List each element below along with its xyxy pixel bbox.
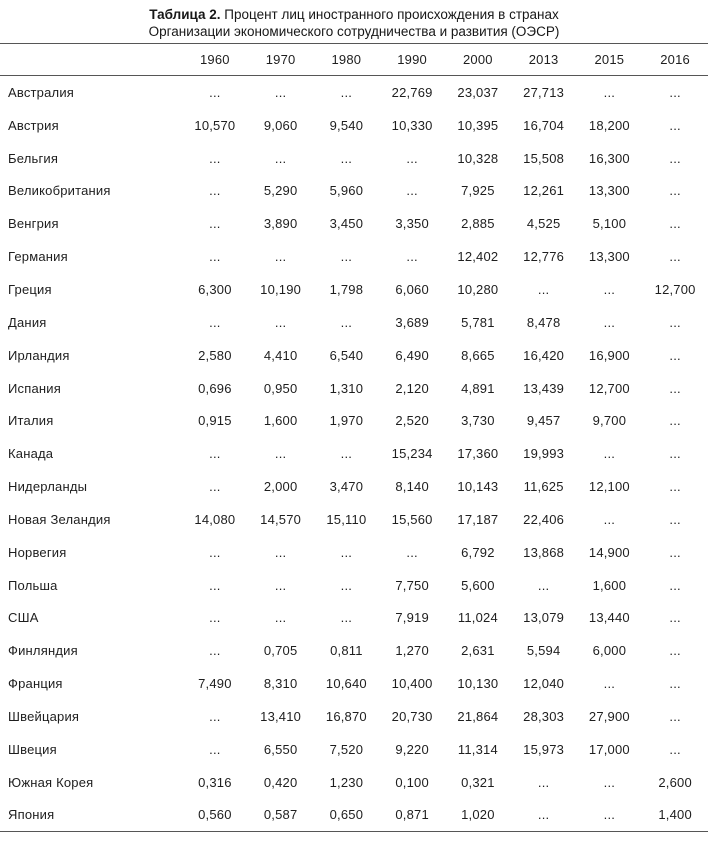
- value-cell: 10,328: [457, 150, 499, 166]
- value-cell: 27,900: [588, 708, 630, 724]
- table-title-label: Таблица 2.: [149, 7, 221, 22]
- value-cell: 9,060: [263, 117, 298, 133]
- value-cell: ...: [669, 479, 681, 495]
- value-cell: 15,110: [326, 511, 367, 527]
- value-cell: 12,700: [588, 380, 630, 396]
- value-cell: 18,200: [588, 117, 630, 133]
- value-cell: 0,696: [198, 380, 232, 396]
- table-row: [0, 503, 708, 536]
- table-row: [0, 175, 708, 208]
- table-row: [0, 700, 708, 733]
- value-cell: 12,100: [588, 479, 630, 495]
- value-cell: 16,704: [523, 117, 565, 133]
- value-cell: 27,713: [523, 84, 565, 100]
- value-cell: 12,040: [523, 676, 565, 692]
- value-cell: 13,300: [588, 183, 630, 199]
- table-row: [0, 536, 708, 569]
- value-cell: 1,020: [445, 799, 511, 832]
- table-row: [0, 306, 708, 339]
- value-cell: 0,950: [263, 380, 298, 396]
- value-cell: 1,230: [329, 774, 364, 790]
- value-cell: ...: [274, 150, 287, 166]
- country-cell: Канада: [8, 446, 54, 462]
- value-cell: 6,490: [395, 347, 429, 363]
- country-cell: Германия: [8, 249, 68, 265]
- year-header-row: [0, 44, 708, 76]
- value-cell: 7,750: [395, 577, 429, 593]
- value-cell: ...: [340, 577, 353, 593]
- value-cell: 0,871: [379, 799, 445, 832]
- value-cell: ...: [340, 446, 353, 462]
- country-cell: Австралия: [8, 84, 75, 100]
- value-cell: ...: [340, 610, 353, 626]
- value-cell: 8,140: [395, 479, 429, 495]
- value-cell: 1,310: [329, 380, 364, 396]
- value-cell: 1,600: [592, 577, 627, 593]
- value-cell: 8,478: [526, 314, 561, 330]
- value-cell: 5,100: [592, 216, 627, 232]
- country-cell: Венгрия: [8, 216, 59, 232]
- value-cell: ...: [669, 544, 681, 560]
- value-cell: 8,310: [263, 676, 298, 692]
- value-cell: 11,625: [523, 479, 564, 495]
- value-cell: 0,587: [248, 799, 314, 832]
- table-row: [0, 733, 708, 766]
- value-cell: 0,420: [263, 774, 298, 790]
- value-cell: 3,450: [329, 216, 364, 232]
- value-cell: ...: [603, 511, 616, 527]
- country-cell: США: [8, 610, 39, 626]
- table-row: [0, 569, 708, 602]
- value-cell: 9,457: [526, 413, 561, 429]
- value-cell: ...: [274, 249, 287, 265]
- value-cell: 13,079: [523, 610, 565, 626]
- value-cell: 17,187: [457, 511, 499, 527]
- table-row: [0, 437, 708, 470]
- value-cell: 22,406: [523, 511, 565, 527]
- value-cell: 13,440: [588, 610, 630, 626]
- value-cell: ...: [669, 150, 681, 166]
- value-cell: ...: [340, 314, 353, 330]
- table-header: [0, 44, 708, 76]
- table-row: [0, 207, 708, 240]
- value-cell: 12,700: [654, 281, 696, 297]
- value-cell: 1,400: [642, 799, 708, 832]
- value-cell: ...: [274, 84, 287, 100]
- table-row: [0, 142, 708, 175]
- table-row: [0, 76, 708, 109]
- table-row: [0, 109, 708, 142]
- value-cell: ...: [669, 117, 681, 133]
- value-cell: 16,870: [325, 708, 367, 724]
- country-cell: Испания: [8, 380, 61, 396]
- value-cell: 8,665: [461, 347, 495, 363]
- value-cell: ...: [209, 183, 221, 199]
- value-cell: 10,400: [391, 676, 433, 692]
- table-row: [0, 470, 708, 503]
- value-cell: 6,550: [263, 741, 298, 757]
- table-title: [0, 0, 708, 40]
- value-cell: ...: [406, 150, 418, 166]
- value-cell: 4,410: [263, 347, 298, 363]
- value-cell: ...: [340, 150, 353, 166]
- value-cell: ...: [669, 380, 681, 396]
- country-cell: Италия: [8, 413, 54, 429]
- value-cell: ...: [274, 314, 287, 330]
- value-cell: ...: [209, 446, 221, 462]
- value-cell: 9,700: [592, 413, 627, 429]
- year-header: 2013: [511, 44, 577, 76]
- value-cell: ...: [669, 643, 681, 659]
- value-cell: ...: [209, 216, 221, 232]
- value-cell: 6,792: [461, 544, 495, 560]
- country-cell: Южная Корея: [8, 774, 94, 790]
- table-title-line1: [0, 6, 708, 23]
- value-cell: 2,580: [198, 347, 232, 363]
- value-cell: ...: [603, 84, 616, 100]
- country-cell: Япония: [0, 799, 182, 832]
- value-cell: 10,640: [325, 676, 367, 692]
- value-cell: 23,037: [457, 84, 499, 100]
- value-cell: ...: [209, 249, 221, 265]
- value-cell: 9,540: [329, 117, 364, 133]
- value-cell: ...: [537, 774, 550, 790]
- value-cell: ...: [209, 610, 221, 626]
- value-cell: 1,600: [263, 413, 298, 429]
- country-cell: Бельгия: [8, 150, 59, 166]
- value-cell: 0,650: [314, 799, 380, 832]
- value-cell: 22,769: [391, 84, 433, 100]
- country-column-header: [0, 44, 182, 76]
- value-cell: 15,560: [391, 511, 433, 527]
- value-cell: ...: [209, 544, 221, 560]
- value-cell: ...: [669, 314, 681, 330]
- table-row: [0, 602, 708, 635]
- year-header: 1990: [379, 44, 445, 76]
- value-cell: 3,890: [263, 216, 298, 232]
- value-cell: 10,190: [260, 281, 302, 297]
- value-cell: 28,303: [523, 708, 565, 724]
- value-cell: 10,330: [391, 117, 433, 133]
- value-cell: 0,321: [461, 774, 495, 790]
- value-cell: 10,130: [457, 676, 499, 692]
- value-cell: 17,000: [588, 741, 630, 757]
- country-cell: Новая Зеландия: [8, 511, 111, 527]
- table-row: [0, 273, 708, 306]
- value-cell: ...: [603, 774, 616, 790]
- value-cell: ...: [274, 446, 287, 462]
- country-cell: Ирландия: [8, 347, 70, 363]
- table-title-line2: Организации экономического сотрудничества и развития (ОЭСР): [148, 24, 560, 39]
- value-cell: 20,730: [391, 708, 433, 724]
- value-cell: ...: [669, 708, 681, 724]
- value-cell: ...: [274, 544, 287, 560]
- value-cell: ...: [669, 741, 681, 757]
- value-cell: ...: [209, 479, 221, 495]
- table-body: [0, 76, 708, 832]
- value-cell: 16,300: [588, 150, 630, 166]
- value-cell: ...: [669, 413, 681, 429]
- year-header: 2000: [445, 44, 511, 76]
- table-row: [0, 240, 708, 273]
- value-cell: ...: [603, 446, 616, 462]
- value-cell: 1,970: [329, 413, 364, 429]
- value-cell: ...: [340, 544, 353, 560]
- value-cell: 3,730: [461, 413, 495, 429]
- table-title-text: Процент лиц иностранного происхождения в странах: [224, 7, 559, 22]
- value-cell: 9,220: [395, 741, 429, 757]
- value-cell: ...: [669, 249, 681, 265]
- value-cell: 2,000: [263, 479, 298, 495]
- value-cell: 4,525: [526, 216, 561, 232]
- oecd-foreign-origin-table: [0, 43, 708, 832]
- value-cell: 0,705: [263, 643, 298, 659]
- value-cell: ...: [603, 676, 616, 692]
- value-cell: 12,402: [457, 249, 499, 265]
- value-cell: ...: [209, 577, 221, 593]
- year-header: 1980: [314, 44, 380, 76]
- value-cell: 15,973: [523, 741, 565, 757]
- value-cell: 13,439: [523, 380, 565, 396]
- country-cell: Франция: [8, 676, 63, 692]
- value-cell: ...: [537, 577, 550, 593]
- value-cell: 17,360: [457, 446, 499, 462]
- value-cell: 3,470: [329, 479, 364, 495]
- value-cell: 10,280: [457, 281, 499, 297]
- country-cell: Польша: [8, 577, 58, 593]
- country-cell: Австрия: [8, 117, 59, 133]
- value-cell: 19,993: [523, 446, 565, 462]
- value-cell: 0,560: [182, 799, 248, 832]
- value-cell: 5,600: [461, 577, 495, 593]
- year-header: 2015: [577, 44, 643, 76]
- value-cell: 14,570: [260, 511, 302, 527]
- value-cell: ...: [669, 511, 681, 527]
- value-cell: 5,594: [526, 643, 561, 659]
- value-cell: ...: [669, 347, 681, 363]
- value-cell: 10,395: [457, 117, 499, 133]
- value-cell: 10,143: [457, 479, 499, 495]
- value-cell: 2,120: [395, 380, 429, 396]
- value-cell: ...: [209, 314, 221, 330]
- value-cell: ...: [406, 544, 418, 560]
- value-cell: ...: [406, 183, 418, 199]
- value-cell: 3,689: [395, 314, 429, 330]
- value-cell: 14,080: [194, 511, 236, 527]
- value-cell: ...: [209, 84, 221, 100]
- value-cell: ...: [209, 643, 221, 659]
- table-row: [0, 799, 708, 832]
- value-cell: ...: [669, 216, 681, 232]
- value-cell: 3,350: [395, 216, 429, 232]
- value-cell: 7,919: [395, 610, 429, 626]
- value-cell: ...: [340, 249, 353, 265]
- country-cell: Греция: [8, 281, 52, 297]
- table-row: [0, 339, 708, 372]
- value-cell: 5,960: [329, 183, 364, 199]
- table-row: [0, 634, 708, 667]
- table-row: [0, 667, 708, 700]
- year-header: 1960: [182, 44, 248, 76]
- value-cell: 6,300: [198, 281, 232, 297]
- value-cell: 21,864: [457, 708, 499, 724]
- value-cell: 12,261: [523, 183, 565, 199]
- value-cell: 13,300: [588, 249, 630, 265]
- value-cell: 2,600: [658, 774, 692, 790]
- country-cell: Норвегия: [8, 544, 67, 560]
- value-cell: ...: [577, 799, 643, 832]
- value-cell: ...: [406, 249, 418, 265]
- value-cell: ...: [274, 610, 287, 626]
- value-cell: ...: [669, 183, 681, 199]
- value-cell: ...: [209, 708, 221, 724]
- value-cell: ...: [537, 281, 550, 297]
- value-cell: 1,270: [395, 643, 429, 659]
- table-row: [0, 404, 708, 437]
- value-cell: 12,776: [523, 249, 565, 265]
- year-header: 1970: [248, 44, 314, 76]
- value-cell: 7,925: [461, 183, 495, 199]
- year-header: 2016: [642, 44, 708, 76]
- value-cell: 16,420: [523, 347, 565, 363]
- table-row: [0, 766, 708, 799]
- value-cell: ...: [669, 610, 681, 626]
- value-cell: ...: [274, 577, 287, 593]
- value-cell: ...: [603, 281, 616, 297]
- value-cell: 6,540: [329, 347, 364, 363]
- value-cell: 13,868: [523, 544, 565, 560]
- country-cell: Дания: [8, 314, 47, 330]
- value-cell: 0,316: [198, 774, 232, 790]
- value-cell: 11,314: [457, 741, 498, 757]
- value-cell: 6,060: [395, 281, 429, 297]
- value-cell: 2,520: [395, 413, 429, 429]
- value-cell: ...: [603, 314, 616, 330]
- value-cell: ...: [669, 676, 681, 692]
- value-cell: 4,891: [461, 380, 495, 396]
- country-cell: Великобритания: [8, 183, 111, 199]
- value-cell: ...: [669, 577, 681, 593]
- value-cell: 2,885: [461, 216, 495, 232]
- value-cell: 6,000: [592, 643, 627, 659]
- value-cell: 5,781: [461, 314, 495, 330]
- value-cell: 0,811: [330, 643, 363, 659]
- value-cell: 7,490: [198, 676, 232, 692]
- value-cell: ...: [669, 446, 681, 462]
- country-cell: Швейцария: [8, 708, 80, 724]
- value-cell: ...: [669, 84, 681, 100]
- value-cell: 0,915: [198, 413, 232, 429]
- value-cell: ...: [209, 741, 221, 757]
- country-cell: Швеция: [8, 741, 57, 757]
- value-cell: 2,631: [461, 643, 495, 659]
- value-cell: 11,024: [457, 610, 498, 626]
- value-cell: 15,508: [523, 150, 565, 166]
- value-cell: ...: [209, 150, 221, 166]
- value-cell: 16,900: [588, 347, 630, 363]
- country-cell: Нидерланды: [8, 479, 88, 495]
- value-cell: 5,290: [263, 183, 298, 199]
- value-cell: 15,234: [391, 446, 433, 462]
- value-cell: 14,900: [588, 544, 630, 560]
- value-cell: 13,410: [260, 708, 302, 724]
- country-cell: Финляндия: [8, 643, 78, 659]
- value-cell: 0,100: [395, 774, 429, 790]
- value-cell: ...: [511, 799, 577, 832]
- value-cell: 7,520: [329, 741, 364, 757]
- value-cell: ...: [340, 84, 353, 100]
- table-row: [0, 372, 708, 405]
- value-cell: 1,798: [329, 281, 364, 297]
- value-cell: 10,570: [194, 117, 236, 133]
